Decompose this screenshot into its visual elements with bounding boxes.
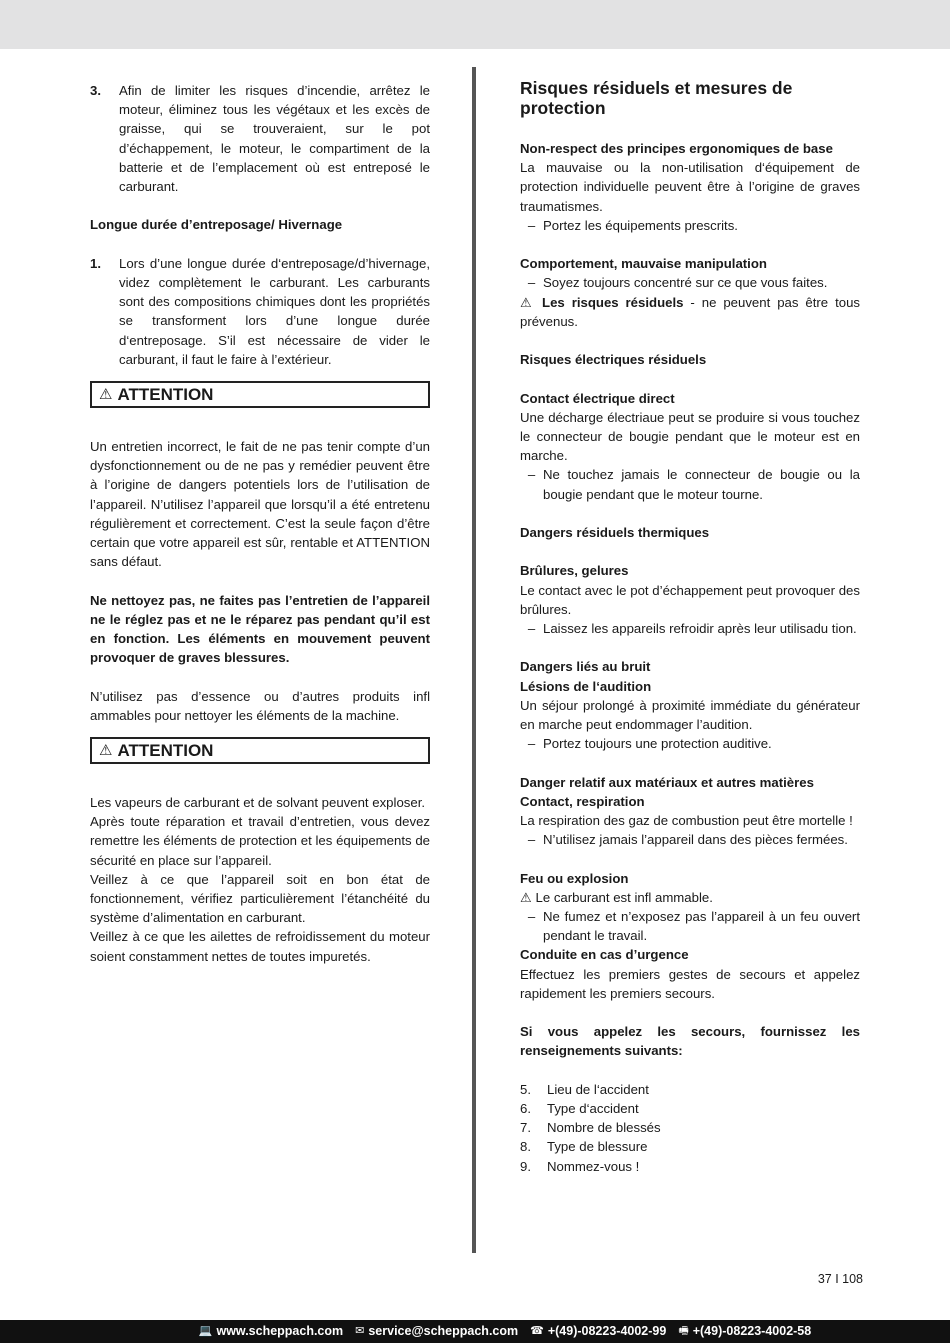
page-number: 37 I 108 [817,1272,863,1286]
bullet-text: Portez toujours une protection auditive. [543,736,772,752]
fax-number: +(49)-08223-4002-58 [692,1323,812,1338]
footer-bar [0,1320,950,1343]
call-heading: Si vous appelez les secours, fournissez les renseignements suivants: [520,1024,860,1059]
residual-risks-note [520,293,860,331]
respiration-text: La respiration des gaz de combustion peut être mortelle ! [520,813,853,828]
attention-box-2 [90,737,430,764]
attention-label: ATTENTION [117,740,214,760]
burn-heading: Brûlures, gelures [520,563,629,579]
footer-phone [530,1322,666,1341]
behaviour-bullet: – Soyez toujours concentré sur ce que vous faites. [520,273,860,292]
cleaning-paragraph: N’utilisez pas d’essence ou d’autres produits infl ammables pour nettoyer les éléments de la machine. [90,688,430,723]
bullet-text: Portez les équipements prescrits. [543,217,738,233]
attention-box-1 [90,381,430,408]
burn-text: Le contact avec le pot d’échappement peut provoquer des brûlures. [520,582,860,617]
emergency-heading: Conduite en cas d’urgence [520,947,689,963]
computer-icon: 💻 [198,1324,213,1337]
condition-paragraph: Veillez à ce que l’appareil soit en bon état de fonctionnement, vérifiez particulièrement l’étanchéité du système d’alimentation en carburant. [90,871,430,926]
maintenance-paragraph: Un entretien incorrect, le fait de ne pas tenir compte d’un dysfonctionnement ou de ne pas y remédier peuvent être à l’origine de dangers potentiels lors de l’utilisation de l’appareil. N’utilisez l’appareil que lorsqu’il a été entretenu régulièrement et correctement. C’est la seule façon d’être certain que votre appareil est sûr, rentable et ATTENTION sans défaut. [90,439,430,570]
fire-text: Le carburant est infl ammable. [535,889,713,905]
item-text: Lors d’une longue durée d‘entreposage/d’hivernage, videz complètement le carburant. Les carburants sont des compositions chimiques dont les propriétés se transforment lors d’une longue durée d‘entreposage. S’il est nécessaire de vider le carburant, il faut le faire à l’extérieur. [119,255,430,367]
fire-bullet: – Ne fumez et n’exposez pas l’appareil à un feu ouvert pendant le travail. [520,907,860,945]
header-bar [0,0,950,49]
cooling-paragraph: Veillez à ce que les ailettes de refroidissement du moteur soient constamment nettes de toutes impuretés. [90,929,430,964]
ergo-heading: Non-respect des principes ergonomiques de base [520,141,833,156]
thermal-heading: Dangers résiduels thermiques [520,525,710,540]
item-number: 3. [90,83,101,98]
list-item [520,1118,860,1137]
storage-heading: Longue durée d’entreposage/ Hivernage [90,217,343,233]
item-number: 1. [90,255,101,271]
phone-icon: ☎ [530,1324,544,1337]
hearing-bullet: – Portez toujours une protection auditive. [520,734,860,753]
respiration-heading: Contact, respiration [520,793,645,809]
contact-heading: Contact électrique direct [520,390,675,406]
fax-icon: 🖷 [678,1324,689,1337]
material-heading: Danger relatif aux matériaux et autres matières [520,774,814,790]
list-item [520,1099,860,1118]
warning-triangle-icon: ⚠ [520,294,536,310]
list-number: 5. [520,1081,531,1097]
footer-email[interactable] [355,1322,518,1341]
warning-triangle-icon: ⚠ [99,741,113,759]
vapour-paragraph: Les vapeurs de carburant et de solvant peuvent exploser. [90,795,426,811]
respiration-bullet: – N’utilisez jamais l’appareil dans des pièces fermées. [520,830,860,849]
phone-number: +(49)-08223-4002-99 [547,1323,667,1338]
left-column [90,81,430,966]
numbered-item-3 [90,81,430,196]
warning-triangle-icon: ⚠ [99,385,113,403]
website-link[interactable]: www.scheppach.com [216,1323,344,1338]
bullet-text: N’utilisez jamais l’appareil dans des pièces fermées. [543,832,848,848]
list-text: Type de blessure [547,1139,648,1155]
residual-rest: - ne peuvent pas être tous prévenus. [520,294,860,329]
email-link[interactable]: service@scheppach.com [368,1323,519,1338]
electrical-heading: Risques électriques résiduels [520,352,707,368]
list-number: 8. [520,1139,531,1155]
list-text: Lieu de l‘accident [547,1081,649,1097]
residual-bold: Les risques résiduels [542,294,684,310]
item-text: Afin de limiter les risques d’incendie, arrêtez le moteur, éliminez tous les végétaux et les excès de graisse, qui se trouveraient, sur le pot d’échappement, le moteur, le compartiment de la batterie et de l’emplacement où est entreposé le carburant. [119,83,430,195]
column-divider [472,67,476,1253]
list-number: 7. [520,1120,531,1136]
list-item [520,1157,860,1176]
attention-label: ATTENTION [117,384,214,404]
contact-text: Une décharge électriaue peut se produire si vous touchez le connecteur de bougie pendant que le moteur est en marche. [520,409,860,464]
footer-fax [678,1322,811,1341]
list-item [520,1137,860,1156]
footer-website[interactable] [199,1322,343,1341]
emergency-text: Effectuez les premiers gestes de secours et appelez rapidement les premiers secours. [520,966,860,1001]
section-title: Risques résiduels et mesures de protection [520,78,793,118]
bullet-text: Ne touchez jamais le connecteur de bougie ou la bougie pendant que le moteur tourne. [543,467,860,502]
numbered-item-1 [90,254,430,369]
ergo-text: La mauvaise ou la non-utilisation d‘équipement de protection individuelle peuvent être à l’origine de graves traumatismes. [520,160,860,214]
fire-heading: Feu ou explosion [520,870,629,886]
list-number: 6. [520,1101,531,1116]
behaviour-heading: Comportement, mauvaise manipulation [520,256,767,272]
mail-icon: ✉ [355,1324,365,1337]
contact-bullet: – Ne touchez jamais le connecteur de bougie ou la bougie pendant que le moteur tourne. [520,465,860,503]
list-item [520,1080,860,1099]
bullet-text: Soyez toujours concentré sur ce que vous faites. [543,275,828,291]
right-column [520,79,860,1176]
warning-paragraph: Ne nettoyez pas, ne faites pas l’entretien de l’appareil ne le réglez pas et ne le réparez pas pendant qu’il est en fonction. Les éléments en mouvement peuvent provoquer de graves blessures. [90,592,430,666]
bullet-text: Laissez les appareils refroidir après leur utilisadu tion. [543,621,857,636]
hearing-heading: Lésions de l‘audition [520,678,652,694]
list-text: Nommez-vous ! [547,1158,640,1174]
bullet-text: Ne fumez et n’exposez pas l’appareil à un feu ouvert pendant le travail. [543,909,860,944]
hearing-text: Un séjour prolongé à proximité immédiate du générateur en marche peut endommager l’audition. [520,697,860,732]
warning-triangle-icon: ⚠ [520,889,532,905]
list-text: Nombre de blessés [547,1120,661,1136]
list-number: 9. [520,1158,531,1174]
fire-text-line [520,888,860,907]
list-text: Type d‘accident [547,1101,639,1116]
noise-heading: Dangers liés au bruit [520,659,651,675]
burn-bullet: – Laissez les appareils refroidir après leur utilisadu tion. [520,619,860,638]
repair-paragraph: Après toute réparation et travail d’entretien, vous devez remettre les éléments de protection et les équipements de sécurité en place sur l’appareil. [90,814,430,868]
ergo-bullet: – Portez les équipements prescrits. [520,216,860,235]
